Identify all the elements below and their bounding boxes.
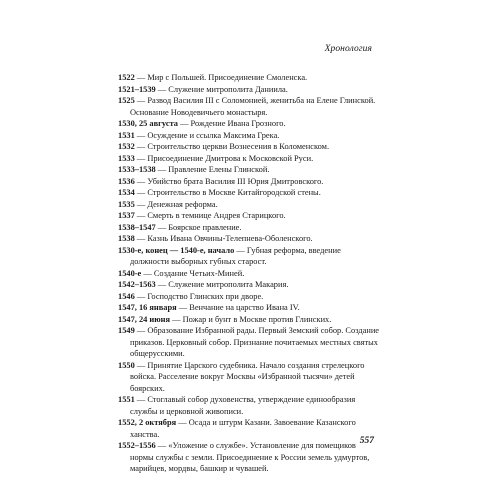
entry-text: — Смерть в темнице Андрея Старицкого. (134, 211, 286, 220)
entry-date: 1534 (118, 188, 135, 197)
running-head: Хронология (324, 44, 372, 54)
entry-date: 1551 (118, 395, 135, 404)
chronology-entry (118, 141, 380, 153)
chronology-entry (118, 360, 380, 395)
entry-text: — Присоединение Дмитрова к Московской Руси. (134, 153, 314, 163)
entry-date: 1521–1539 (118, 84, 156, 94)
chronology-list (118, 72, 380, 475)
entry-text: — Пожар и бунт в Москве против Глинских. (170, 314, 332, 324)
entry-date: 1522 (118, 73, 135, 82)
entry-date: 1536 (118, 176, 135, 186)
entry-date: 1549 (118, 326, 135, 335)
entry-date: 1550 (118, 360, 135, 370)
entry-date: 1547, 24 июня (118, 314, 170, 324)
entry-date: 1552–1556 (118, 441, 156, 450)
entry-date: 1531 (118, 130, 135, 140)
entry-text: — Убийство брата Василия III Юрия Дмитровского. (134, 176, 324, 186)
chronology-entry (118, 72, 380, 84)
entry-date: 1552, 2 октября (118, 418, 177, 427)
chronology-entry (118, 417, 380, 440)
chronology-entry (118, 394, 380, 417)
chronology-entry (118, 153, 380, 165)
chronology-entry (118, 84, 380, 96)
entry-date: 1530, 25 августа (118, 119, 178, 128)
entry-text: — Осуждение и ссылка Максима Грека. (134, 130, 280, 140)
chronology-entry (118, 279, 380, 291)
entry-date: 1525 (118, 96, 135, 105)
entry-text: — Боярское правление. (155, 222, 242, 232)
chronology-entry (118, 118, 380, 130)
chronology-entry (118, 210, 380, 222)
entry-date: 1540-е (118, 268, 142, 278)
entry-text: — Венчание на царство Ивана IV. (176, 303, 300, 312)
entry-date: 1547, 16 января (118, 303, 177, 312)
chronology-entry (118, 314, 380, 326)
entry-date: 1535 (118, 199, 135, 209)
entry-text: — Строительство в Москве Китайгородской стены. (134, 188, 321, 197)
entry-text: — Казнь Ивана Овчины-Телепнева-Оболенского. (134, 234, 313, 243)
entry-text: — Правление Елены Глинской. (155, 165, 270, 174)
chronology-entry (118, 245, 380, 268)
chronology-entry (118, 440, 380, 475)
chronology-entry (118, 95, 380, 118)
entry-date: 1533 (118, 153, 135, 163)
entry-date: 1538–1547 (118, 222, 156, 232)
entry-text: — Принятие Царского судебника. Начало создания стрелецкого войска. Расселение вокруг Москвы «Избранной тысячи» детей боярских. (130, 360, 365, 393)
entry-text: — Строительство церкви Вознесения в Коломенском. (134, 142, 330, 151)
entry-text: — Развод Василия III с Соломонией, женитьба на Елене Глинской. Основание Новодевичьего монастыря. (130, 96, 376, 117)
chronology-entry (118, 130, 380, 142)
entry-text: — Служение митрополита Даниила. (155, 84, 288, 94)
entry-date: 1546 (118, 291, 135, 301)
chronology-entry (118, 187, 380, 199)
entry-date: 1530-е, конец — 1540-е, начало (118, 245, 235, 255)
page-number: 557 (359, 436, 374, 446)
entry-text: — Служение митрополита Макария. (155, 280, 289, 289)
entry-date: 1538 (118, 234, 135, 243)
entry-text: — Денежная реформа. (134, 199, 218, 209)
entry-date: 1542–1563 (118, 280, 156, 289)
entry-text: — «Уложение о службе». Установление для помещиков нормы службы с земли. Присоединение к России земель удмуртов, марийцев, мордвы, башкир и чувашей. (130, 441, 370, 473)
chronology-entry (118, 164, 380, 176)
chronology-entry (118, 176, 380, 188)
chronology-entry (118, 302, 380, 314)
chronology-entry (118, 222, 380, 234)
chronology-entry (118, 233, 380, 245)
entry-text: — Стоглавый собор духовенства, утверждение единообразия службы и церковной живописи. (130, 395, 356, 416)
entry-text: — Рождение Ивана Грозного. (177, 119, 286, 128)
entry-date: 1537 (118, 211, 135, 220)
entry-text: — Осада и штурм Казани. Завоевание Казанского ханства. (130, 418, 356, 439)
entry-text: — Мир с Польшей. Присоединение Смоленска. (134, 73, 308, 82)
chronology-entry (118, 291, 380, 303)
entry-text: — Господство Глинских при дворе. (134, 291, 264, 301)
entry-date: 1532 (118, 142, 135, 151)
entry-text: — Создание Четьих-Миней. (141, 268, 245, 278)
chronology-entry (118, 325, 380, 360)
chronology-entry (118, 199, 380, 211)
chronology-entry (118, 268, 380, 280)
entry-text: — Образование Избранной рады. Первый Земский собор. Создание приказов. Церковный собор. Признание почитаемых местных святых общерусскими. (130, 326, 380, 358)
entry-date: 1533–1538 (118, 165, 156, 174)
entry-text: — Губная реформа, введение должности выборных губных старост. (130, 245, 341, 266)
